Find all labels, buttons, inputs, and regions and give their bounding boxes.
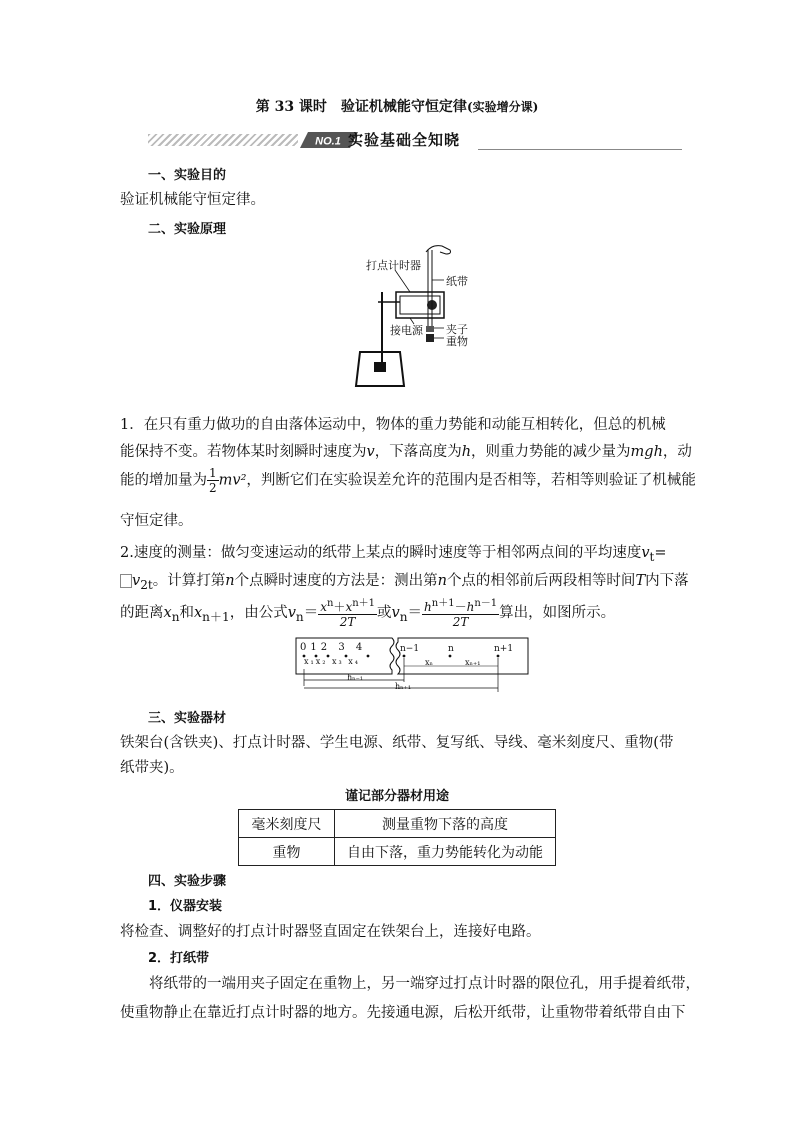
tape-label-n-plus-1: n+1 xyxy=(494,644,514,654)
var-n-2: n xyxy=(437,573,447,589)
label-weight: 重物 xyxy=(446,335,468,348)
principle2-text1a: 2.速度的测量：做匀变速运动的纸带上某点的瞬时速度等于相邻两点间的平均速度 xyxy=(120,545,642,561)
label-clip: 夹子 xyxy=(446,323,468,336)
equipment-line1: 铁架台(含铁夹)、打点计时器、学生电源、纸带、复写纸、导线、毫米刻度尺、重物(带 xyxy=(120,735,674,751)
section-heading-purpose: 一、实验目的 xyxy=(148,168,227,183)
principle1-line4: 守恒定律。 xyxy=(120,513,193,529)
principle2-text2d: 个点的相邻前后两段相等时间 xyxy=(446,573,636,589)
title-main: 第 33 课时 验证机械能守恒定律 xyxy=(255,99,467,115)
equipment-line2: 纸带夹)。 xyxy=(120,760,184,776)
principle1-line1 xyxy=(120,413,666,434)
var-xn: x xyxy=(163,605,172,621)
section-heading-steps: 四、实验步骤 xyxy=(148,874,227,889)
table-cell: 测量重物下落的高度 xyxy=(335,810,556,838)
principle2-text3c: 算出，如图所示。 xyxy=(499,605,616,621)
tape-left-ticks: 012 3 4 xyxy=(300,642,367,653)
principle2-line1 xyxy=(120,541,667,564)
section-banner xyxy=(148,130,682,150)
principle2-eq: = xyxy=(654,545,667,561)
step2-line2: 使重物静止在靠近打点计时器的地方。先接通电源，后松开纸带，让重物带着纸带自由下 xyxy=(120,1005,686,1021)
half-num: 1 xyxy=(209,466,217,480)
table-row xyxy=(239,838,556,866)
var-h: h xyxy=(461,444,472,460)
section-heading-equipment: 三、实验器材 xyxy=(148,711,227,726)
tape-seg-xn1: xₙ₊₁ xyxy=(465,658,481,667)
var-v: v xyxy=(366,444,375,460)
principle1-text2c: ，则重力势能的减少量为 xyxy=(471,444,631,460)
var-xn-sub: n xyxy=(171,609,180,624)
var-mgh: mgh xyxy=(630,444,663,460)
var-v2t-sub: 2t xyxy=(140,577,153,592)
principle2-line3: 的距离$x_n$和$x_{n+1}$，由公式$v_n=$ $\frac{x^n+x^{n+1}}{2T}$ 或$v_n=$ $\frac{h^{n+1}-h^{n-1}}{2T}$ 算出，如图所示。 xyxy=(120,598,616,629)
banner-title: 实验基础全知晓 xyxy=(348,131,461,149)
table-cell: 重物 xyxy=(239,838,335,866)
banner-underline xyxy=(478,149,682,150)
var-v2t: v xyxy=(132,573,141,589)
tape-label-n-minus-1: n−1 xyxy=(400,644,420,654)
step2-line1 xyxy=(120,972,700,993)
principle2-line2 xyxy=(120,569,689,592)
var-vn-2-sub: n xyxy=(399,609,408,624)
step2-text1: 将纸带的一端用夹子固定在重物上，另一端穿过打点计时器的限位孔，用手提着纸带， xyxy=(149,976,700,992)
tape-h-n-plus-1: hₙ₊₁ xyxy=(395,682,412,691)
table-cell: 毫米刻度尺 xyxy=(239,810,335,838)
principle2-text3b: ，由公式 xyxy=(229,605,288,621)
tape-h-n-minus-1: hₙ₋₁ xyxy=(347,673,364,682)
principle2-or: 或 xyxy=(377,605,392,621)
step1-body: 将检查、调整好的打点计时器竖直固定在铁架台上，连接好电路。 xyxy=(120,924,541,940)
fraction-h-num: $h^{n+1}-h^{n-1}$ xyxy=(424,598,498,614)
var-vc: v xyxy=(641,545,650,561)
var-xn1-sub: n＋1 xyxy=(202,609,230,624)
principle1-line3 xyxy=(120,466,696,495)
fraction-x-den: 2T xyxy=(339,615,356,629)
label-tape: 纸带 xyxy=(446,275,468,288)
step1-heading: 1．仪器安装 xyxy=(148,899,223,914)
table-cell: 自由下落，重力势能转化为动能 xyxy=(335,838,556,866)
label-power: 接电源 xyxy=(390,324,423,337)
tape-seg-xn: xₙ xyxy=(425,658,433,667)
fraction-x-num: $x^n+x^{n+1}$ xyxy=(320,598,376,614)
fraction-x xyxy=(318,597,377,629)
var-vn-1-sub: n xyxy=(295,609,304,624)
page-title xyxy=(0,96,794,116)
tape-x-labels: x₁x₂ x₃ x₄ xyxy=(304,657,360,666)
principle2-text2b: 。计算打第 xyxy=(152,573,226,589)
var-vc-sub: t xyxy=(649,549,655,564)
fraction-h-den: 2T xyxy=(452,615,469,629)
principle1-text3b: ，判断它们在实验误差允许的范围内是否相等，若相等则验证了机械能 xyxy=(246,472,696,489)
label-timer: 打点计时器 xyxy=(366,259,421,272)
var-xn1: x xyxy=(193,605,203,621)
equipment-table xyxy=(238,809,556,866)
banner-hatch xyxy=(148,134,298,146)
title-tag: (实验增分课) xyxy=(466,100,539,114)
var-vn-1: v xyxy=(287,605,296,621)
var-vn-2: v xyxy=(391,605,400,621)
principle1-text1: 1．在只有重力做功的自由落体运动中，物体的重力势能和动能互相转化，但总的机械 xyxy=(120,417,666,433)
step2-heading: 2．打纸带 xyxy=(148,951,210,966)
table-row xyxy=(239,810,556,838)
var-mv2: mv² xyxy=(218,472,247,489)
principle1-text2a: 能保持不变。若物体某时刻瞬时速度为 xyxy=(120,444,367,460)
missing-glyph-box xyxy=(120,574,132,588)
tape-label-n: n xyxy=(448,644,454,654)
principle1-text3a: 能的增加量为 xyxy=(120,472,207,489)
section-heading-principle: 二、实验原理 xyxy=(148,222,227,237)
purpose-body: 验证机械能守恒定律。 xyxy=(120,192,265,208)
fraction-half xyxy=(207,466,219,495)
principle2-text2e: 内下落 xyxy=(645,573,689,589)
principle2-and: 和 xyxy=(179,605,194,621)
principle1-line2 xyxy=(120,440,692,461)
principle1-text2d: ，动 xyxy=(662,444,692,460)
var-n-1: n xyxy=(225,573,235,589)
fraction-h xyxy=(422,597,499,629)
half-den: 2 xyxy=(209,481,217,495)
principle1-text2b: ，下落高度为 xyxy=(374,444,462,460)
table-caption: 谨记部分器材用途 xyxy=(344,789,449,804)
principle2-text3a: 的距离 xyxy=(120,605,164,621)
principle2-text2c: 个点瞬时速度的方法是：测出第 xyxy=(234,573,438,589)
banner-badge-text: NO.1 xyxy=(315,135,341,148)
var-T: T xyxy=(635,573,646,589)
